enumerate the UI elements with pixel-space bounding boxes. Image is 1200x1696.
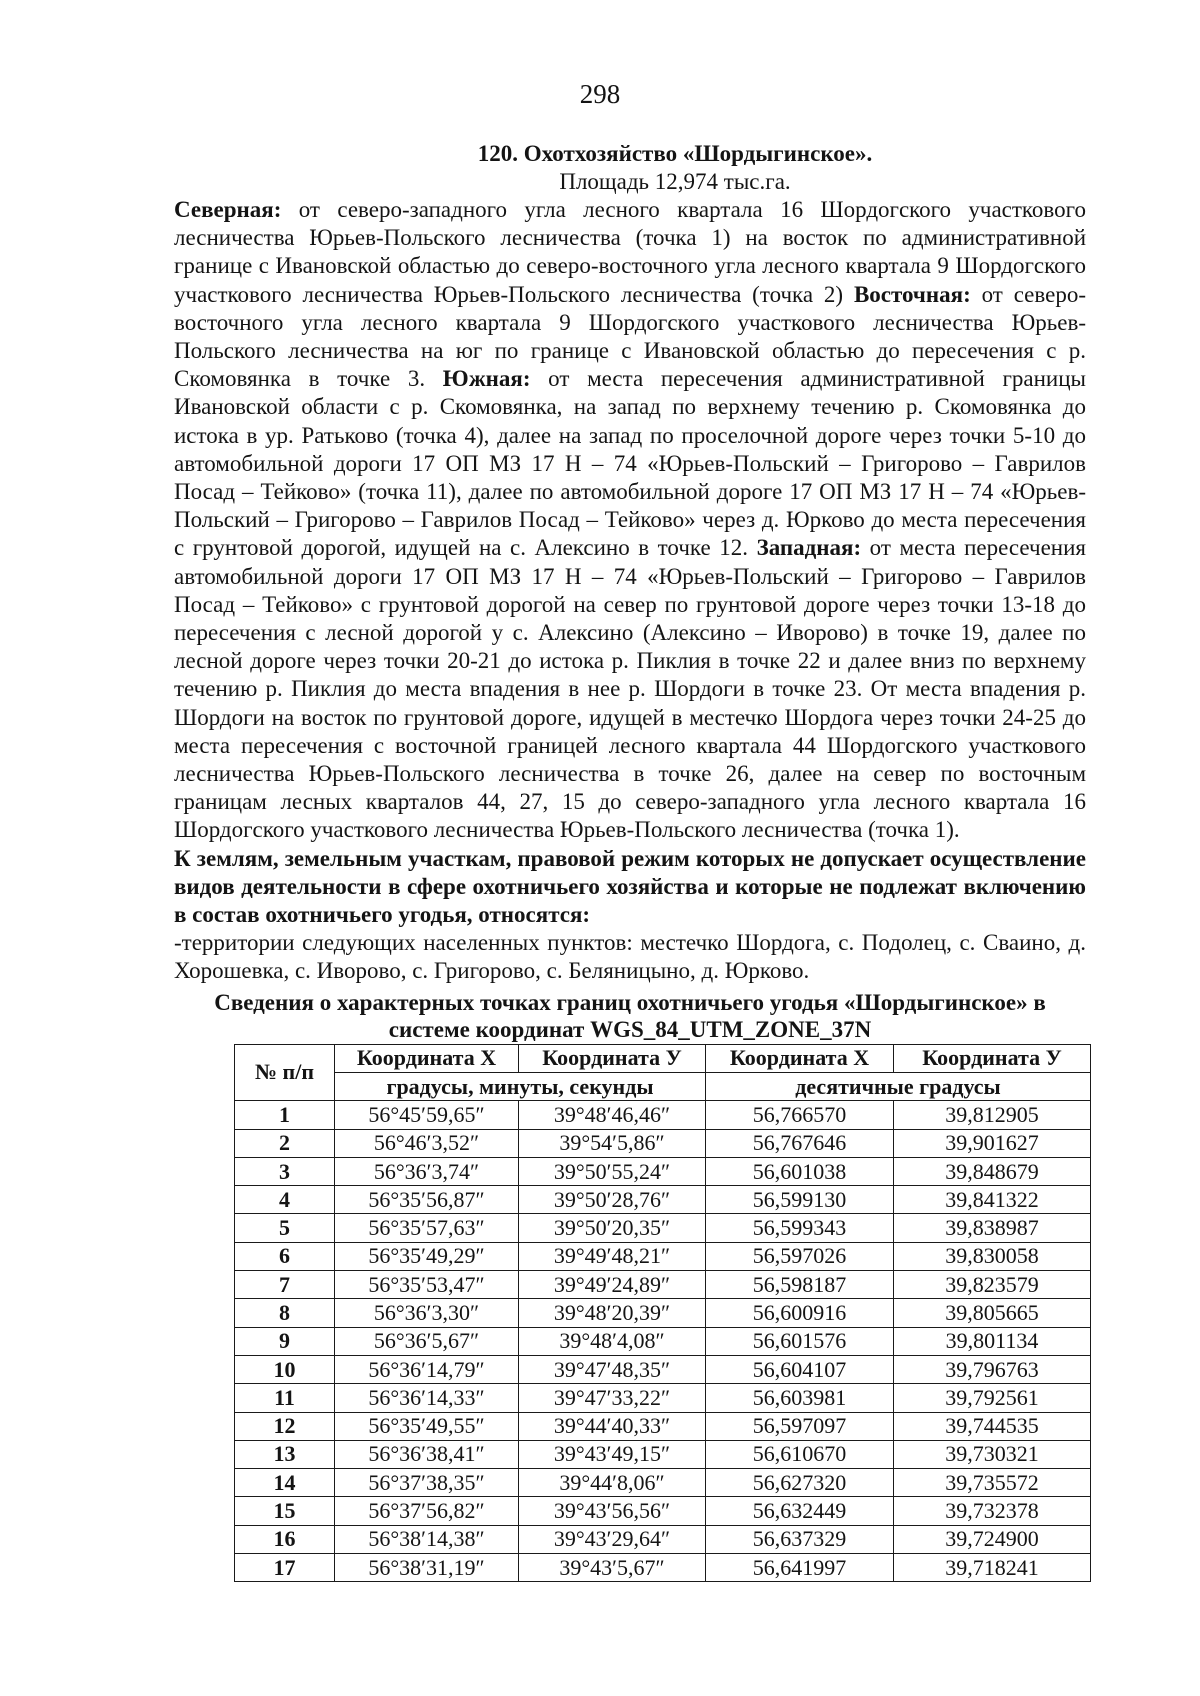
coordinates-table bbox=[234, 1044, 1091, 1583]
coord-y-decimal: 39,718241 bbox=[894, 1554, 1091, 1582]
table-title bbox=[174, 989, 1086, 1043]
table-row bbox=[235, 1186, 1091, 1214]
coord-x-decimal: 56,604107 bbox=[706, 1355, 894, 1383]
coord-y-decimal: 39,801134 bbox=[894, 1327, 1091, 1355]
coord-x-decimal: 56,637329 bbox=[706, 1525, 894, 1553]
coord-x-dms: 56°37′56,82″ bbox=[335, 1497, 519, 1525]
point-number: 1 bbox=[235, 1101, 335, 1129]
west-label: Западная: bbox=[756, 535, 862, 561]
exclusions-heading: К землям, земельным участкам, правовой режим которых не допускает осуществление видов деятельности в сфере охотничьего хозяйства и которые не подлежат включению в состав охотничьего угодья, относятся: bbox=[174, 845, 1086, 928]
table-row bbox=[235, 1355, 1091, 1383]
area-line: Площадь 12,974 тыс.га. bbox=[559, 169, 791, 194]
coord-y-dms: 39°47′48,35″ bbox=[519, 1355, 706, 1383]
table-row bbox=[235, 1525, 1091, 1553]
point-number: 11 bbox=[235, 1384, 335, 1412]
coord-y-decimal: 39,735572 bbox=[894, 1469, 1091, 1497]
coord-y-dms: 39°47′33,22″ bbox=[519, 1384, 706, 1412]
coord-x-dms: 56°37′38,35″ bbox=[335, 1469, 519, 1497]
coord-x-decimal: 56,600916 bbox=[706, 1299, 894, 1327]
coord-y-decimal: 39,838987 bbox=[894, 1214, 1091, 1242]
coord-y-decimal: 39,796763 bbox=[894, 1355, 1091, 1383]
table-row bbox=[235, 1299, 1091, 1327]
coord-y-dms: 39°43′5,67″ bbox=[519, 1554, 706, 1582]
table-row bbox=[235, 1384, 1091, 1412]
coord-x-dms: 56°38′14,38″ bbox=[335, 1525, 519, 1553]
coord-y-dms: 39°44′8,06″ bbox=[519, 1469, 706, 1497]
table-row bbox=[235, 1129, 1091, 1157]
coord-y-dms: 39°50′20,35″ bbox=[519, 1214, 706, 1242]
point-number: 13 bbox=[235, 1440, 335, 1468]
coord-x-dms: 56°36′3,30″ bbox=[335, 1299, 519, 1327]
coord-x-decimal: 56,766570 bbox=[706, 1101, 894, 1129]
coord-x-dms: 56°35′53,47″ bbox=[335, 1271, 519, 1299]
west-text: от места пересечения автомобильной дороги 17 ОП МЗ 17 Н – 74 «Юрьев-Польский – Григорово – Гаврилов Посад – Тейково» с грунтовой дорогой на север по грунтовой дороге через точки 13-18 до пересечения с лесной дорогой у с. Алексино (Алексино – Иворово) в точке 19, далее по лесной дороге через точки 20-21 до истока р. Пиклия в точке 22 и далее вниз по верхнему течению р. Пиклия до места впадения в нее р. Шордоги в точке 23. От места впадения р. Шордоги на восток по грунтовой дороге, идущей в местечко Шордога через точки 24-25 до места пересечения с восточной границей лесного квартала 44 Шордогского участкового лесничества Юрьев-Польского лесничества в точке 26, далее на север по восточным границам лесных кварталов 44, 27, 15 до северо-западного угла лесного квартала 16 Шордогского участкового лесничества Юрьев-Польского лесничества (точка 1). bbox=[174, 535, 1087, 843]
coord-y-decimal: 39,744535 bbox=[894, 1412, 1091, 1440]
coord-y-dms: 39°49′24,89″ bbox=[519, 1271, 706, 1299]
coord-y-decimal: 39,792561 bbox=[894, 1384, 1091, 1412]
point-number: 16 bbox=[235, 1525, 335, 1553]
coord-y-dms: 39°43′29,64″ bbox=[519, 1525, 706, 1553]
coord-x-dms: 56°36′3,74″ bbox=[335, 1157, 519, 1185]
coord-x-decimal: 56,603981 bbox=[706, 1384, 894, 1412]
coord-x-decimal: 56,610670 bbox=[706, 1440, 894, 1468]
coord-x-decimal: 56,598187 bbox=[706, 1271, 894, 1299]
coord-x-decimal: 56,627320 bbox=[706, 1469, 894, 1497]
table-header-row bbox=[235, 1044, 1091, 1072]
table-title-line-2: системе координат WGS_84_UTM_ZONE_37N bbox=[388, 1016, 872, 1042]
table-row bbox=[235, 1327, 1091, 1355]
coord-y-dms: 39°50′55,24″ bbox=[519, 1157, 706, 1185]
coord-y-dms: 39°49′48,21″ bbox=[519, 1242, 706, 1270]
coord-x-dms: 56°35′57,63″ bbox=[335, 1214, 519, 1242]
coord-y-decimal: 39,812905 bbox=[894, 1101, 1091, 1129]
point-number: 4 bbox=[235, 1186, 335, 1214]
coord-x-dms: 56°35′56,87″ bbox=[335, 1186, 519, 1214]
table-title-line-1: Сведения о характерных точках границ охотничьего угодья «Шордыгинское» в bbox=[214, 989, 1046, 1015]
table-row bbox=[235, 1101, 1091, 1129]
coord-x-decimal: 56,597026 bbox=[706, 1242, 894, 1270]
point-number: 14 bbox=[235, 1469, 335, 1497]
coord-y-dms: 39°48′4,08″ bbox=[519, 1327, 706, 1355]
table-row bbox=[235, 1554, 1091, 1582]
coord-y-dms: 39°48′20,39″ bbox=[519, 1299, 706, 1327]
table-row bbox=[235, 1271, 1091, 1299]
point-number: 7 bbox=[235, 1271, 335, 1299]
coord-y-dms: 39°44′40,33″ bbox=[519, 1412, 706, 1440]
coord-y-decimal: 39,901627 bbox=[894, 1129, 1091, 1157]
table-row bbox=[235, 1157, 1091, 1185]
coord-x-dms: 56°46′3,52″ bbox=[335, 1129, 519, 1157]
section-heading: 120. Охотхозяйство «Шордыгинское». bbox=[477, 141, 873, 166]
point-number: 2 bbox=[235, 1129, 335, 1157]
point-number: 6 bbox=[235, 1242, 335, 1270]
header-y-dms: Координата У bbox=[519, 1044, 706, 1072]
subheader-dms: градусы, минуты, секунды bbox=[335, 1072, 706, 1100]
coord-y-decimal: 39,724900 bbox=[894, 1525, 1091, 1553]
north-text: от северо-западного угла лесного квартала 16 Шордогского участкового лесничества Юрьев-Польского лесничества (точка 1) на восток по административной границе с Ивановской областью до северо-восточного угла лесного квартала 9 Шордогского участкового лесничества Юрьев-Польского лесничества (точка 2) bbox=[174, 197, 1086, 307]
coord-y-dms: 39°54′5,86″ bbox=[519, 1129, 706, 1157]
point-number: 8 bbox=[235, 1299, 335, 1327]
coord-y-decimal: 39,823579 bbox=[894, 1271, 1091, 1299]
coord-x-dms: 56°35′49,55″ bbox=[335, 1412, 519, 1440]
table-row bbox=[235, 1214, 1091, 1242]
coord-y-dms: 39°43′56,56″ bbox=[519, 1497, 706, 1525]
coord-x-dms: 56°36′5,67″ bbox=[335, 1327, 519, 1355]
point-number: 5 bbox=[235, 1214, 335, 1242]
point-number: 9 bbox=[235, 1327, 335, 1355]
coord-x-dms: 56°36′14,33″ bbox=[335, 1384, 519, 1412]
coord-x-dms: 56°35′49,29″ bbox=[335, 1242, 519, 1270]
borders-paragraph bbox=[174, 196, 1086, 845]
south-label: Южная: bbox=[442, 366, 531, 392]
coord-x-dms: 56°36′38,41″ bbox=[335, 1440, 519, 1468]
coord-y-dms: 39°43′49,15″ bbox=[519, 1440, 706, 1468]
coord-y-decimal: 39,730321 bbox=[894, 1440, 1091, 1468]
coord-x-decimal: 56,641997 bbox=[706, 1554, 894, 1582]
coord-y-decimal: 39,732378 bbox=[894, 1497, 1091, 1525]
page-number: 298 bbox=[579, 79, 621, 109]
point-number: 3 bbox=[235, 1157, 335, 1185]
point-number: 15 bbox=[235, 1497, 335, 1525]
coord-x-decimal: 56,601576 bbox=[706, 1327, 894, 1355]
document-content bbox=[174, 140, 1086, 1582]
south-text: от места пересечения административной границы Ивановской области с р. Скомовянка, на запад по верхнему течению р. Скомовянка до истока в ур. Ратьково (точка 4), далее на запад по проселочной дороге через точки 5-10 до автомобильной дороги 17 ОП МЗ 17 Н – 74 «Юрьев-Польский – Григорово – Гаврилов Посад – Тейково» (точка 11), далее по автомобильной дороге 17 ОП МЗ 17 Н – 74 «Юрьев-Польский – Григорово – Гаврилов Посад – Тейково» через д. Юрково до места пересечения с грунтовой дорогой, идущей на с. Алексино в точке 12. bbox=[174, 366, 1086, 561]
table-row bbox=[235, 1497, 1091, 1525]
table-row bbox=[235, 1440, 1091, 1468]
coord-x-decimal: 56,632449 bbox=[706, 1497, 894, 1525]
table-row bbox=[235, 1242, 1091, 1270]
coord-x-decimal: 56,599343 bbox=[706, 1214, 894, 1242]
exclusions-text: -территории следующих населенных пунктов: местечко Шордога, с. Подолец, с. Сваино, д. Хорошевка, с. Иворово, с. Григорово, с. Беляницыно, д. Юрково. bbox=[174, 930, 1086, 984]
coord-x-decimal: 56,597097 bbox=[706, 1412, 894, 1440]
east-text: от северо-восточного угла лесного квартала 9 Шордогского участкового лесничества Юрьев-Польского лесничества на юг по границе с Ивановской областью до пересечения с р. Скомовянка в точке 3. bbox=[174, 281, 1086, 392]
table-body bbox=[235, 1101, 1091, 1582]
coord-y-decimal: 39,830058 bbox=[894, 1242, 1091, 1270]
header-number: № п/п bbox=[235, 1044, 335, 1101]
point-number: 10 bbox=[235, 1355, 335, 1383]
coord-x-decimal: 56,601038 bbox=[706, 1157, 894, 1185]
coord-x-decimal: 56,599130 bbox=[706, 1186, 894, 1214]
east-label: Восточная: bbox=[853, 281, 971, 307]
coord-y-decimal: 39,805665 bbox=[894, 1299, 1091, 1327]
point-number: 17 bbox=[235, 1554, 335, 1582]
coord-y-decimal: 39,841322 bbox=[894, 1186, 1091, 1214]
north-label: Северная: bbox=[174, 197, 282, 222]
header-x-decimal: Координата Х bbox=[706, 1044, 894, 1072]
coord-y-dms: 39°50′28,76″ bbox=[519, 1186, 706, 1214]
table-row bbox=[235, 1469, 1091, 1497]
coord-x-dms: 56°38′31,19″ bbox=[335, 1554, 519, 1582]
header-x-dms: Координата Х bbox=[335, 1044, 519, 1072]
coord-y-decimal: 39,848679 bbox=[894, 1157, 1091, 1185]
table-subheader-row bbox=[235, 1072, 1091, 1100]
coord-y-dms: 39°48′46,46″ bbox=[519, 1101, 706, 1129]
header-y-decimal: Координата У bbox=[894, 1044, 1091, 1072]
coord-x-decimal: 56,767646 bbox=[706, 1129, 894, 1157]
coord-x-dms: 56°36′14,79″ bbox=[335, 1355, 519, 1383]
table-row bbox=[235, 1412, 1091, 1440]
point-number: 12 bbox=[235, 1412, 335, 1440]
subheader-decimal: десятичные градусы bbox=[706, 1072, 1091, 1100]
coord-x-dms: 56°45′59,65″ bbox=[335, 1101, 519, 1129]
